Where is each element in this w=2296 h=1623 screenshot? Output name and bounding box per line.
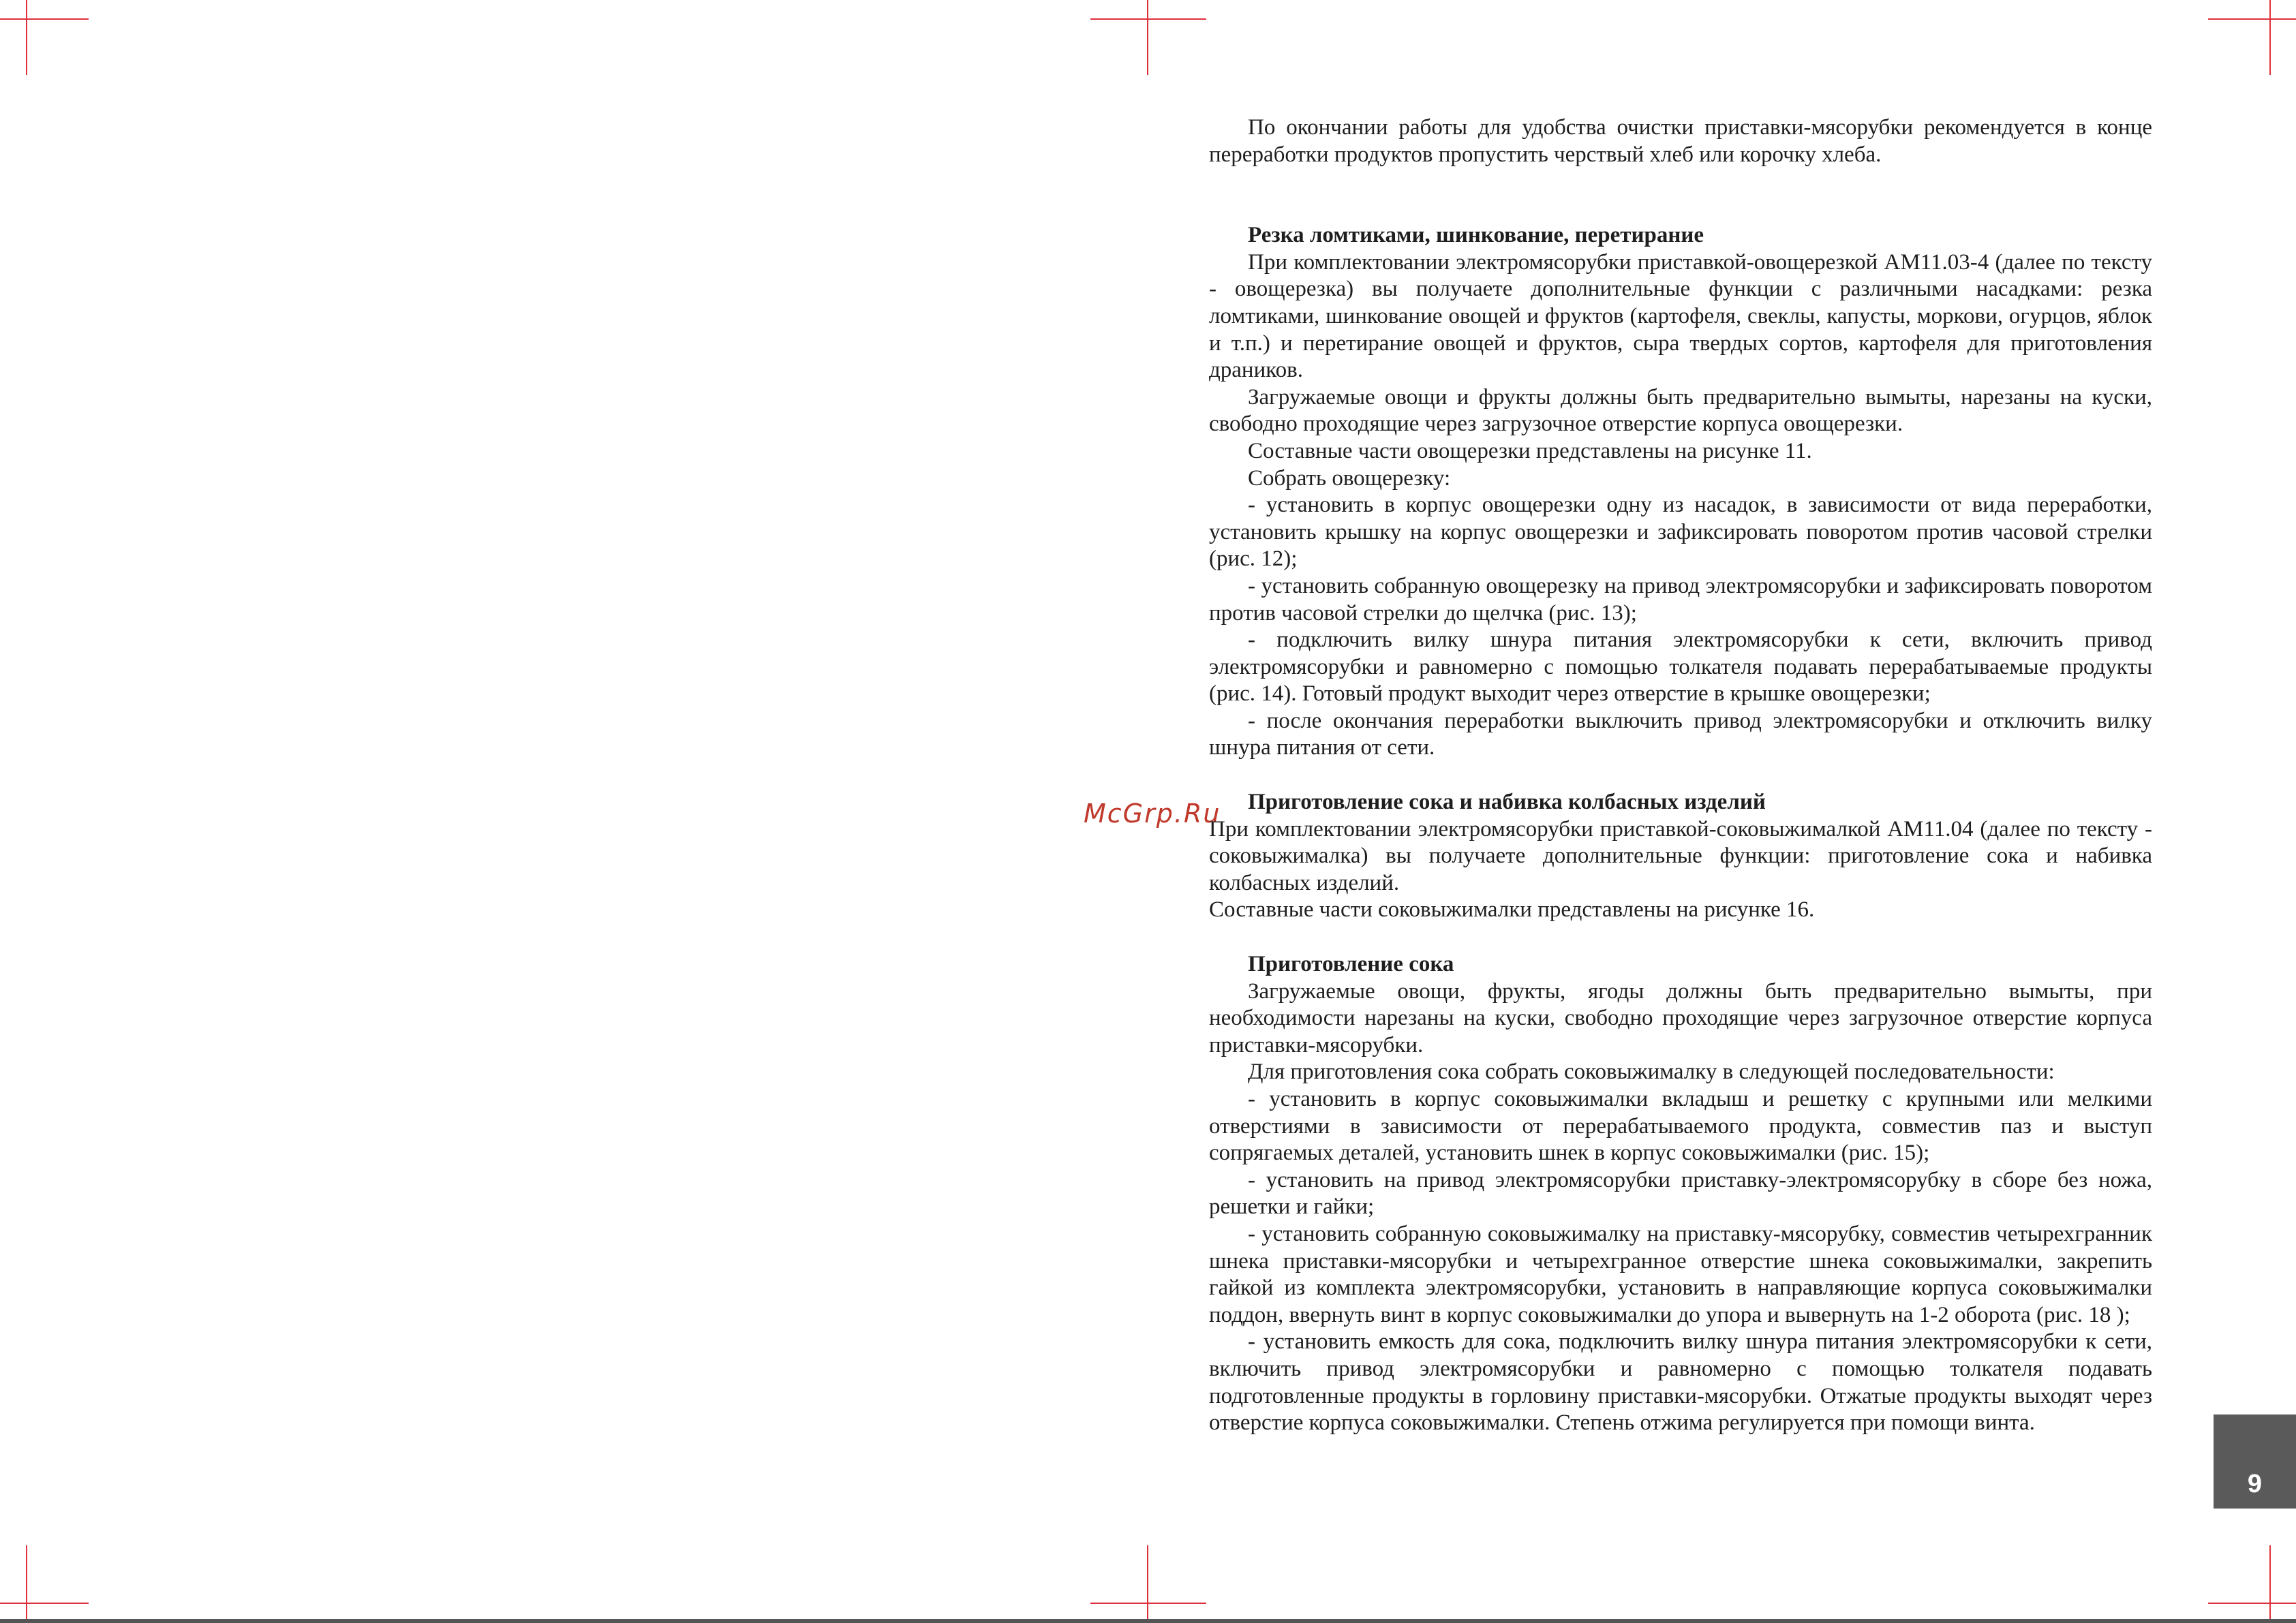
crop-mark: [2208, 18, 2296, 20]
crop-mark: [2208, 1603, 2296, 1604]
crop-mark: [26, 0, 27, 75]
paragraph: При комплектовании электромясорубки приставкой-овощерезкой АМ11.03-4 (далее по тексту - овощерезка) вы получаете дополнительные функции с различными насадками: резка ломтиками, шинкование овощей и фруктов (картофеля, свеклы, капусты, моркови, огурцов, яблок и т.п.) и перетирание овощей и фруктов, сыра твердых сортов, картофеля для приготовления драников.: [1209, 249, 2152, 383]
text-column: [1209, 114, 2152, 1437]
paragraph: Для приготовления сока собрать соковыжималку в следующей последовательности:: [1248, 1060, 2055, 1085]
paragraph: При комплектовании электромясорубки приставкой-соковыжималкой АМ11.04 (далее по тексту - соковыжималка) вы получаете дополнительные функции: приготовление сока и набивка колбасных изделий.: [1209, 816, 2152, 895]
section-heading-slicing: Резка ломтиками, шинкование, перетирание: [1248, 223, 1704, 248]
section-heading-juice: Приготовление сока: [1248, 952, 1454, 977]
paragraph: Загружаемые овощи, фрукты, ягоды должны быть предварительно вымыты, при необходимости нарезаны на куски, свободно проходящие через загрузочное отверстие корпуса приставки-мясорубки.: [1209, 978, 2152, 1057]
list-item: - установить в корпус овощерезки одну из насадок, в зависимости от вида переработки, установить крышку на корпус овощерезки и зафиксировать поворотом против часовой стрелки (рис. 12);: [1209, 493, 2152, 572]
list-item: - установить емкость для сока, подключить вилку шнура питания электромясорубки к сети, включить привод электромясорубки и равномерно с помощью толкателя подавать подготовленные продукты в горловину приставки-мясорубки. Отжатые продукты выходят через отверстие корпуса соковыжималки. Степень отжима регулируется при помощи винта.: [1209, 1329, 2152, 1436]
crop-mark: [26, 1545, 27, 1620]
crop-mark: [1090, 18, 1206, 20]
list-item: - установить в корпус соковыжималки вкладыш и решетку с крупными или мелкими отверстиями в зависимости от перерабатываемого продукта, совместив паз и выступ сопрягаемых деталей, установить шнек в корпус соковыжималки (рис. 15);: [1209, 1087, 2152, 1166]
section-heading-juice-sausage: Приготовление сока и набивка колбасных изделий: [1248, 790, 1766, 815]
page-number: 9: [2247, 1470, 2263, 1498]
crop-mark: [1090, 1603, 1206, 1604]
paragraph: Составные части овощерезки представлены на рисунке 11.: [1248, 438, 1812, 463]
watermark: McGrp.Ru: [1084, 799, 1221, 829]
intro-paragraph: По окончании работы для удобства очистки приставки-мясорубки рекомендуется в конце переработки продуктов пропустить черствый хлеб или корочку хлеба.: [1209, 115, 2152, 167]
list-item: - установить на привод электромясорубки приставку-электромясорубку в сборе без ножа, решетки и гайки;: [1209, 1167, 2152, 1220]
crop-mark: [0, 1603, 89, 1604]
crop-mark: [0, 18, 89, 20]
list-item: - установить собранную соковыжималку на приставку-мясорубку, совместив четырехгранник шнека приставки-мясорубки и четырехгранное отверстие шнека соковыжималки, закрепить гайкой из комплекта электромясорубки, установить в направляющие корпуса соковыжималки поддон, ввернуть винт в корпус соковыжималки до упора и вывернуть на 1-2 оборота (рис. 18 );: [1209, 1221, 2152, 1327]
paragraph: Собрать овощерезку:: [1248, 465, 1451, 491]
crop-mark: [2269, 0, 2271, 75]
crop-mark: [1147, 1545, 1148, 1620]
crop-mark: [1147, 0, 1148, 75]
list-item: - установить собранную овощерезку на привод электромясорубки и зафиксировать поворотом против часовой стрелки до щелчка (рис. 13);: [1209, 573, 2152, 625]
paragraph: Загружаемые овощи и фрукты должны быть предварительно вымыты, нарезаны на куски, свободно проходящие через загрузочное отверстие корпуса овощерезки.: [1209, 384, 2152, 437]
page-number-tab: [2214, 1415, 2296, 1509]
bottom-rule: [0, 1619, 2296, 1623]
paragraph: Составные части соковыжималки представлены на рисунке 16.: [1209, 897, 1815, 923]
list-item: - подключить вилку шнура питания электромясорубки к сети, включить привод электромясорубки и равномерно с помощью толкателя подавать перерабатываемые продукты (рис. 14). Готовый продукт выходит через отверстие в крышке овощерезки;: [1209, 628, 2152, 707]
list-item: - после окончания переработки выключить привод электромясорубки и отключить вилку шнура питания от сети.: [1209, 708, 2152, 760]
crop-mark: [2269, 1545, 2271, 1620]
